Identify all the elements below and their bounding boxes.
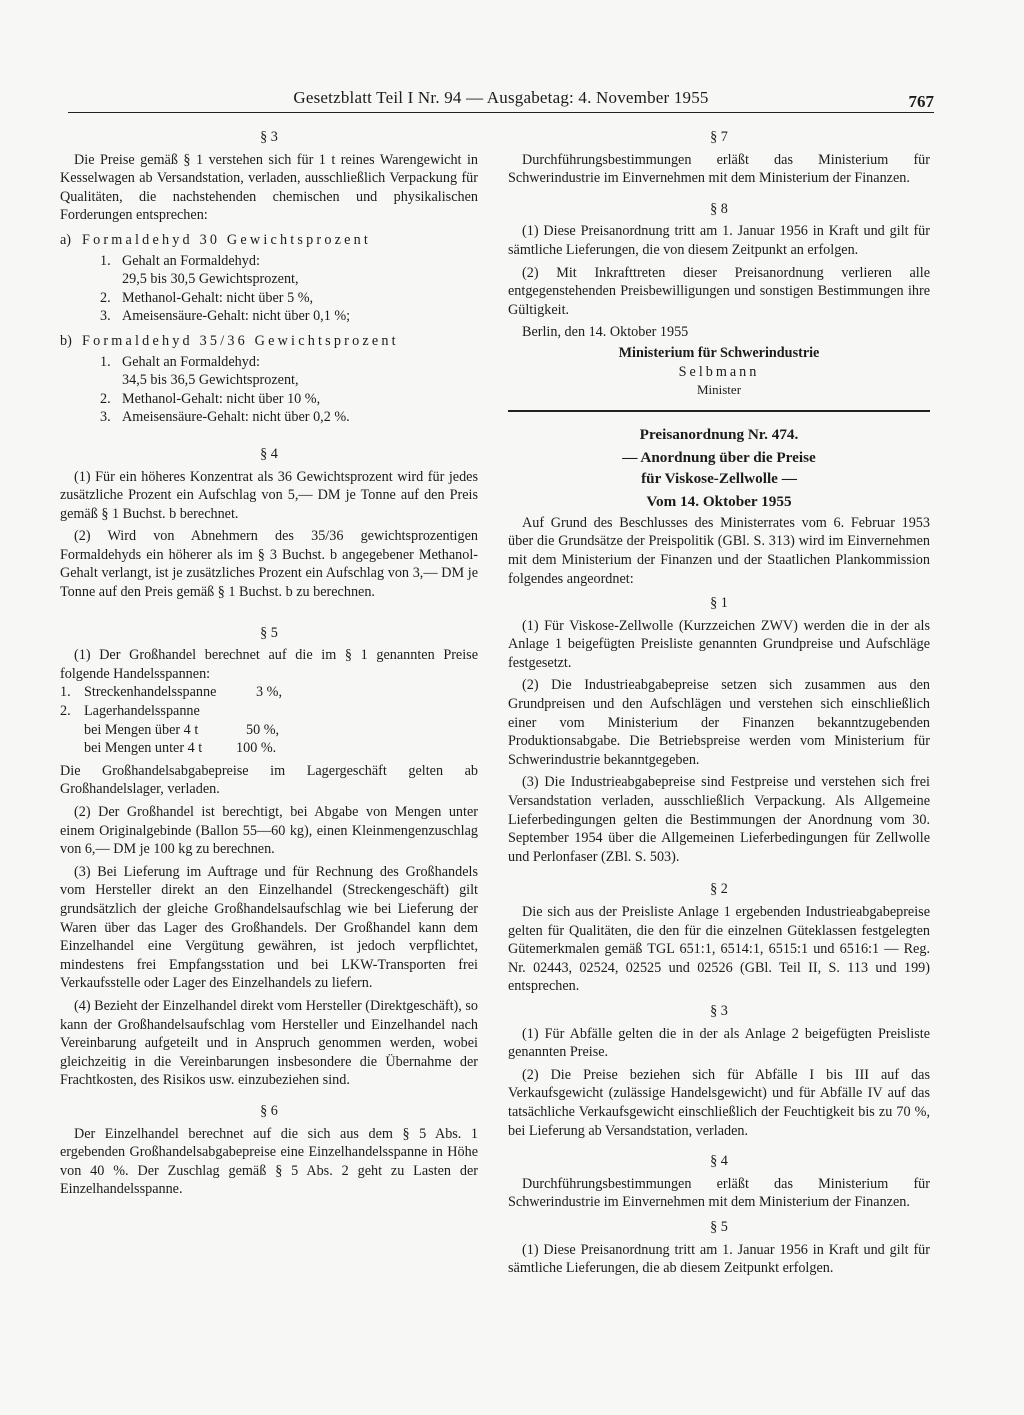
item-number: 2. xyxy=(60,703,71,720)
paragraph: (1) Für Viskose-Zellwolle (Kurzzeichen ZWV) werden die in der als Anlage 1 beigefügten Preisliste genannten Grundpreise und Aufschläge festgesetzt. xyxy=(508,617,930,671)
item-text: Ameisensäure-Gehalt: nicht über 0,1 %; xyxy=(122,308,351,325)
paragraph: (2) Die Industrieabgabepreise setzen sich zusammen aus den Grundpreisen und den Aufschlägen und verstehen sich einschließlich einer vom Ministerium der Finanzen bekanntzugebenden Produktionsabgabe. Die Betriebspreise werden vom Ministerium für Schwerindustrie bekanntgegeben. xyxy=(508,677,930,768)
item-number: 1. xyxy=(60,684,71,701)
signature-city-date: Berlin, den 14. Oktober 1955 xyxy=(522,324,689,341)
paragraph: (4) Bezieht der Einzelhandel direkt vom Hersteller (Direktgeschäft), so kann der Großhandelsaufschlag vom Hersteller und Einzelhandel nach Vereinbarung aufgeteilt und in Anspruch genommen werden, wobei gleichzeitig in die Vereinbarungen insbesondere die Übernahme der Frachtkosten, des Risikos usw. einzubeziehen sind. xyxy=(60,997,478,1089)
paragraph: (1) Der Großhandel berechnet auf die im § 1 genannten Preise folgende Handelsspannen: xyxy=(60,647,478,682)
paragraph: (1) Für Abfälle gelten die in der als Anlage 2 beigefügten Preisliste genannten Preise. xyxy=(508,1025,930,1061)
item-number: 3. xyxy=(100,409,111,426)
order-subtitle: für Viskose-Zellwolle — xyxy=(641,469,797,487)
paragraph: (1) Für ein höheres Konzentrat als 36 Gewichtsprozent wird für jedes zusätzliche Prozent ein Aufschlag von 5,— DM je Tonne auf den Preis gemäß § 1 Buchst. b berechnet. xyxy=(60,468,478,522)
section-divider xyxy=(508,410,930,412)
section-heading: § 3 xyxy=(260,129,278,145)
subsection-label: a) xyxy=(60,231,72,248)
order-date: Vom 14. Oktober 1955 xyxy=(646,492,792,510)
paragraph: Die Großhandelsabgabepreise im Lagergeschäft gelten ab Großhandelslager, verladen. xyxy=(60,762,478,798)
section-heading: § 5 xyxy=(260,624,278,641)
signature-title: Minister xyxy=(696,382,742,398)
item-number: 1. xyxy=(100,353,111,370)
order-title: Preisanordnung Nr. 474. xyxy=(639,425,799,443)
page-number: 767 xyxy=(908,92,934,111)
list-item xyxy=(100,353,478,372)
list-item xyxy=(100,270,478,289)
paragraph: Durchführungsbestimmungen erläßt das Ministerium für Schwerindustrie im Einvernehmen mit dem Ministerium der Finanzen. xyxy=(508,1175,930,1211)
paragraph: Die Preise gemäß § 1 verstehen sich für 1 t reines Warengewicht in Kesselwagen ab Versandstation, verladen, ausschließlich Verpackung für Qualitäten, die nachstehenden chemischen und physikalischen Forderungen entsprechen: xyxy=(60,151,478,224)
left-column xyxy=(60,128,478,1199)
item-text: 34,5 bis 36,5 Gewichtsprozent, xyxy=(122,372,299,389)
order-title-block xyxy=(508,424,930,512)
paragraph: Durchführungsbestimmungen erläßt das Ministerium für Schwerindustrie im Einvernehmen mit dem Ministerium der Finanzen. xyxy=(508,151,930,187)
section-heading: § 5 xyxy=(710,1218,728,1235)
paragraph: Auf Grund des Beschlusses des Ministerrates vom 6. Februar 1953 über die Grundsätze der Preispolitik (GBl. S. 313) wird im Einvernehmen mit dem Ministerium der Finanzen und der Staatlichen Plankommission folgendes angeordnet: xyxy=(508,514,930,587)
list-item xyxy=(100,408,478,427)
list-item xyxy=(100,289,478,308)
header-title: Gesetzblatt Teil I Nr. 94 — Ausgabetag: 4. November 1955 xyxy=(293,88,709,107)
subsection-b-title xyxy=(60,332,478,351)
list-values xyxy=(84,721,478,758)
list-item xyxy=(60,683,478,702)
subsection-title: Formaldehyd 30 Gewichtsprozent xyxy=(82,231,372,248)
subsection-label: b) xyxy=(60,332,72,349)
section-heading: § 8 xyxy=(710,200,728,217)
section-heading: § 3 xyxy=(710,1002,728,1019)
item-number: 3. xyxy=(100,308,111,325)
item-text: Gehalt an Formaldehyd: xyxy=(122,353,260,370)
item-number xyxy=(100,270,122,289)
item-number: 2. xyxy=(100,289,111,306)
item-label: Lagerhandelsspanne xyxy=(84,703,200,720)
item-text: Methanol-Gehalt: nicht über 5 %, xyxy=(122,289,314,306)
paragraph: (2) Wird von Abnehmern des 35/36 gewichtsprozentigen Formaldehyds ein höherer als im § 3 Buchst. b angegebener Methanol-Gehalt verlangt, ist je zusätzliches Prozent ein Aufschlag von 3,— DM je Tonne auf den Preis gemäß § 1 Buchst. b zu berechnen. xyxy=(60,528,478,601)
paragraph: Die sich aus der Preisliste Anlage 1 ergebenden Industrieabgabepreise gelten für Qualitäten, die den für die einzelnen Güteklassen festgelegten Gütemerkmalen gemäß TGL 651:1, 6514:1, 6515:1 und 6516:1 — Reg. Nr. 02443, 02524, 02525 und 02526 (GBl. Teil II, S. 113 und 199) entsprechen. xyxy=(508,904,930,995)
section-heading: § 4 xyxy=(260,445,278,462)
row-label: bei Mengen über 4 t xyxy=(84,721,199,738)
item-value: 3 %, xyxy=(256,684,283,701)
right-column xyxy=(508,128,930,1278)
row-label: bei Mengen unter 4 t xyxy=(84,740,203,757)
item-text: Methanol-Gehalt: nicht über 10 %, xyxy=(122,390,321,407)
section-heading: § 1 xyxy=(710,595,728,612)
order-subtitle: — Anordnung über die Preise xyxy=(622,448,816,466)
item-text: Gehalt an Formaldehyd: xyxy=(122,252,260,269)
paragraph: (2) Mit Inkrafttreten dieser Preisanordnung verlieren alle entgegenstehenden Preisbewilligungen und sonstigen Bestimmungen ihre Gültigkeit. xyxy=(508,264,930,318)
item-text: 29,5 bis 30,5 Gewichtsprozent, xyxy=(122,271,299,288)
list-item xyxy=(100,307,478,326)
section-heading: § 2 xyxy=(710,881,728,898)
list-item xyxy=(100,252,478,271)
item-number: 2. xyxy=(100,390,111,407)
paragraph: (1) Diese Preisanordnung tritt am 1. Januar 1956 in Kraft und gilt für sämtliche Lieferungen, die von diesem Zeitpunkt an erfolgen. xyxy=(508,223,930,258)
value-row xyxy=(84,721,478,740)
section-heading: § 6 xyxy=(260,1102,278,1119)
page-header xyxy=(68,88,934,113)
item-number xyxy=(100,371,122,390)
list-item xyxy=(60,702,478,721)
list-item xyxy=(100,371,478,390)
section-heading: § 4 xyxy=(710,1153,728,1170)
subsection-a-title xyxy=(60,231,478,250)
item-number: 1. xyxy=(100,252,111,269)
value-row xyxy=(84,739,478,758)
section-heading: § 7 xyxy=(710,129,728,145)
paragraph: (3) Die Industrieabgabepreise sind Festpreise und verstehen sich frei Versandstation verladen, ausschließlich Verpackung. Als Allgemeine Lieferbedingungen gelten die Bestimmungen der Anordnung vom 30. September 1954 über die Allgemeinen Lieferbedingungen für Zellwolle und Perlonfaser (ZBl. S. 503). xyxy=(508,774,930,865)
paragraph: (1) Diese Preisanordnung tritt am 1. Januar 1956 in Kraft und gilt für sämtliche Lieferungen, die ab diesem Zeitpunkt erfolgen. xyxy=(508,1241,930,1277)
paragraph: Der Einzelhandel berechnet auf die sich aus dem § 5 Abs. 1 ergebenden Großhandelsabgabepreise eine Einzelhandelsspanne in Höhe von 40 %. Der Zuschlag gemäß § 5 Abs. 2 geht zu Lasten der Einzelhandelsspanne. xyxy=(60,1125,478,1198)
row-value: 50 %, xyxy=(246,721,280,738)
item-label: Streckenhandelsspanne xyxy=(84,684,217,701)
signature-name: Selbmann xyxy=(678,363,760,380)
row-value: 100 %. xyxy=(236,740,277,757)
paragraph: (2) Der Großhandel ist berechtigt, bei Abgabe von Mengen unter einem Originalgebinde (Ballon 55—60 kg), einen Kleinmengenzuschlag von 6,— DM je 100 kg zu berechnen. xyxy=(60,804,478,858)
subsection-title: Formaldehyd 35/36 Gewichtsprozent xyxy=(82,332,399,349)
item-text: Ameisensäure-Gehalt: nicht über 0,2 %. xyxy=(122,409,350,426)
signature-ministry: Ministerium für Schwerindustrie xyxy=(618,344,820,361)
paragraph: (2) Die Preise beziehen sich für Abfälle I bis III auf das Verkaufsgewicht (zulässige Handelsgewicht) und für Abfälle IV auf das tatsächliche Verkaufsgewicht einschließlich der Feuchtigkeit bis zu 70 %, bei Lieferung ab Versandstation, verladen. xyxy=(508,1066,930,1139)
paragraph: (3) Bei Lieferung im Auftrage und für Rechnung des Großhandels vom Hersteller direkt an den Einzelhandel (Streckengeschäft) gilt grundsätzlich der gleiche Großhandelsaufschlag wie bei Lieferung der Waren über das Lager des Großhandels. Der Großhandel kann dem Einzelhandel eine Vergütung gewähren, ist jedoch verpflichtet, mindestens frei Empfangsstation und bei LKW-Transporten frei Verkaufsstelle oder Lager des Einzelhandels zu liefern. xyxy=(60,863,478,992)
list-item xyxy=(100,390,478,409)
